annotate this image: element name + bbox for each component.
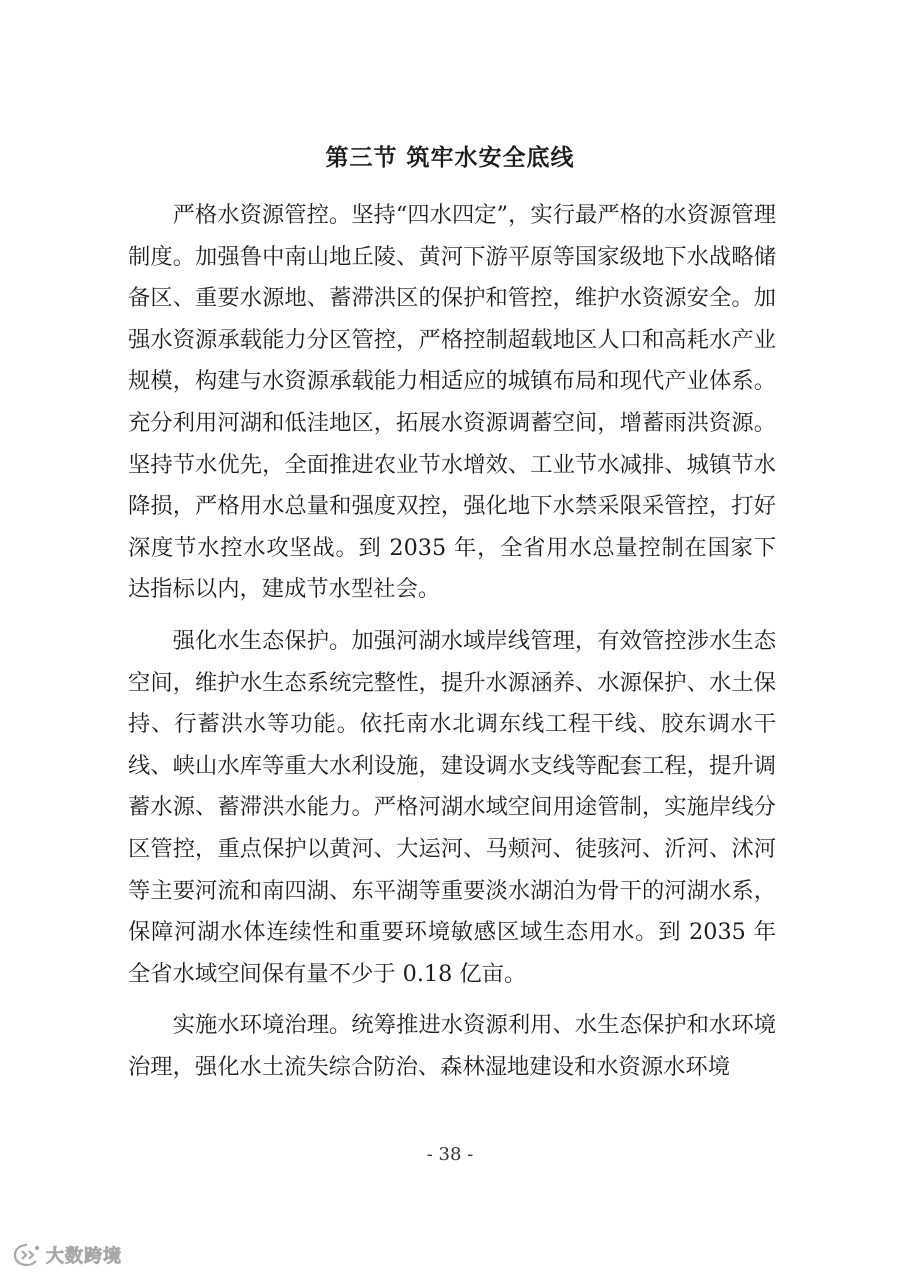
brand-logo-icon — [12, 1242, 42, 1268]
paragraph-water-environment-governance: 实施水环境治理。统筹推进水资源利用、水生态保护和水环境治理，强化水土流失综合防治、森林湿地建设和水资源水环境 — [128, 1012, 776, 1080]
document-body — [128, 195, 776, 1088]
watermark — [12, 1240, 122, 1270]
section-title: 第三节 筑牢水安全底线 — [325, 145, 575, 171]
watermark-text: 大数跨境 — [46, 1246, 122, 1267]
page-number: - 38 - — [426, 1144, 474, 1165]
paragraph-water-resource-control: 严格水资源管控。坚持“四水四定”，实行最严格的水资源管理制度。加强鲁中南山地丘陵、黄河下游平原等国家级地下水战略储备区、重要水源地、蓄滞洪区的保护和管控，维护水资源安全。加强水资源承载能力分区管控，严格控制超载地区人口和高耗水产业规模，构建与水资源承载能力相适应的城镇布局和现代产业体系。充分利用河湖和低洼地区，拓展水资源调蓄空间，增蓄雨洪资源。坚持节水优先，全面推进农业节水增效、工业节水减排、城镇节水降损，严格用水总量和强度双控，强化地下水禁采限采管控，打好深度节水控水攻坚战。到 2035 年，全省用水总量控制在国家下达指标以内，建成节水型社会。 — [128, 202, 776, 603]
paragraph-water-ecology-protection: 强化水生态保护。加强河湖水域岸线管理，有效管控涉水生态空间，维护水生态系统完整性，提升水源涵养、水源保护、水土保持、行蓄洪水等功能。依托南水北调东线工程干线、胶东调水干线、峡山水库等重大水利设施，建设调水支线等配套工程，提升调蓄水源、蓄滞洪水能力。严格河湖水域空间用途管制，实施岸线分区管控，重点保护以黄河、大运河、马颊河、徒骇河、沂河、沭河等主要河流和南四湖、东平湖等重要淡水湖泊为骨干的河湖水系，保障河湖水体连续性和重要环境敏感区域生态用水。到 2035 年全省水域空间保有量不少于 0.18 亿亩。 — [128, 627, 776, 987]
